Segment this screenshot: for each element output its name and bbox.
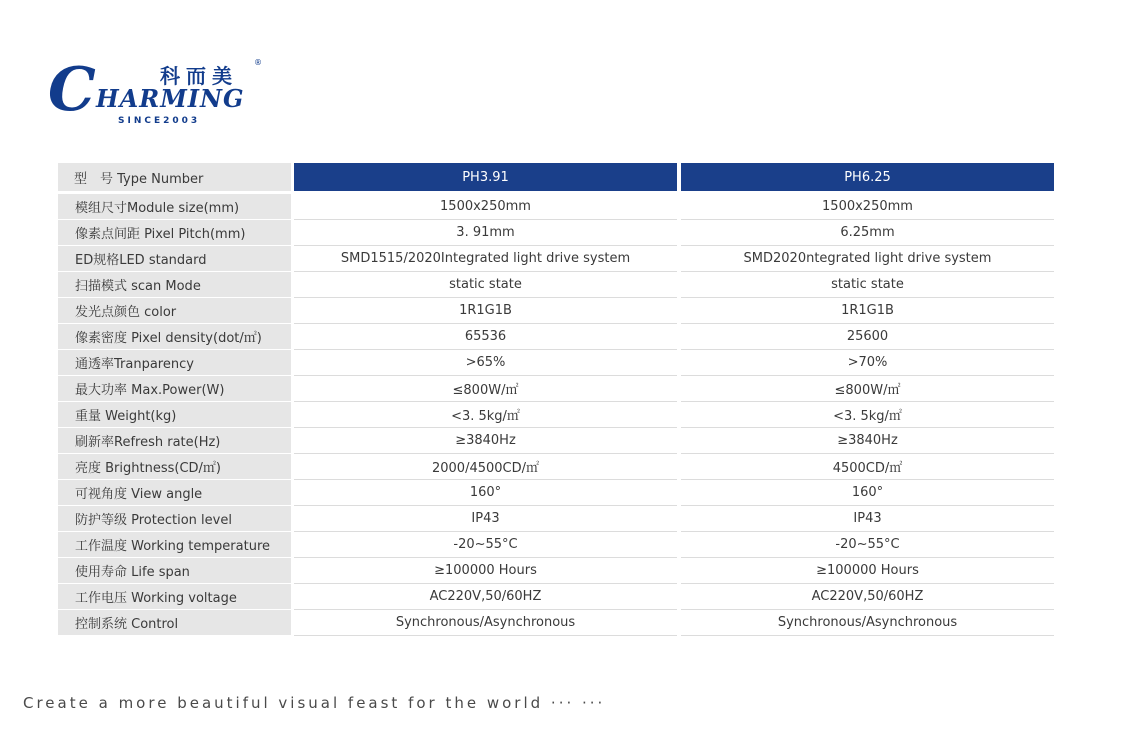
value-ph625-cell: AC220V,50/60HZ [681,584,1054,610]
value-ph391-cell: IP43 [294,506,677,532]
spec-label-cell: 扫描模式 scan Mode [58,272,291,298]
value-ph625-cell: ≤800W/㎡ [681,376,1054,402]
table-row [58,193,1054,220]
table-row [58,454,1054,480]
logo-chinese-name: 科而美 [160,64,238,88]
value-ph625-cell: SMD2020ntegrated light drive system [681,246,1054,272]
value-ph391-cell: >65% [294,350,677,376]
value-ph391-cell: static state [294,272,677,298]
spec-label-cell: 控制系统 Control [58,610,291,636]
value-ph625-cell: 25600 [681,324,1054,350]
value-ph391-cell: SMD1515/2020Integrated light drive system [294,246,677,272]
table-row [58,402,1054,428]
value-ph625-cell: -20~55°C [681,532,1054,558]
table-row [58,376,1054,402]
spec-label-cell: 最大功率 Max.Power(W) [58,376,291,402]
value-ph625-cell: ≥3840Hz [681,428,1054,454]
table-row [58,298,1054,324]
value-ph625-cell: ≥100000 Hours [681,558,1054,584]
value-ph391-cell: 1500x250mm [294,193,677,220]
value-ph625-cell: 1R1G1B [681,298,1054,324]
header-label-cell: 型 号 Type Number [58,163,291,193]
table-row [58,324,1054,350]
table-row [58,246,1054,272]
value-ph391-cell: 2000/4500CD/㎡ [294,454,677,480]
value-ph391-cell: ≥3840Hz [294,428,677,454]
value-ph625-cell: IP43 [681,506,1054,532]
value-ph625-cell: static state [681,272,1054,298]
value-ph625-cell: Synchronous/Asynchronous [681,610,1054,636]
spec-label-cell: 像素点间距 Pixel Pitch(mm) [58,220,291,246]
table-row [58,350,1054,376]
table-row [58,558,1054,584]
spec-label-cell: 工作电压 Working voltage [58,584,291,610]
spec-label-cell: 防护等级 Protection level [58,506,291,532]
spec-label-cell: 可视角度 View angle [58,480,291,506]
spec-label-cell: 模组尺寸Module size(mm) [58,193,291,220]
value-ph391-cell: -20~55°C [294,532,677,558]
spec-label-cell: 刷新率Refresh rate(Hz) [58,428,291,454]
slogan: Create a more beautiful visual feast for the world ··· ··· [23,694,606,712]
value-ph625-cell: <3. 5kg/㎡ [681,402,1054,428]
value-ph391-cell: 160° [294,480,677,506]
table-row [58,584,1054,610]
table-row [58,220,1054,246]
spec-label-cell: 重量 Weight(kg) [58,402,291,428]
charming-logo [48,55,263,130]
table-row [58,532,1054,558]
logo-wordmark: HARMING [96,84,245,113]
logo-letter-c: C [48,55,96,125]
value-ph625-cell: 1500x250mm [681,193,1054,220]
spec-label-cell: 亮度 Brightness(CD/㎡) [58,454,291,480]
spec-label-cell: 像素密度 Pixel density(dot/㎡) [58,324,291,350]
header-model-ph625: PH6.25 [681,163,1054,193]
spec-table [58,163,1054,636]
table-row [58,428,1054,454]
value-ph391-cell: 65536 [294,324,677,350]
value-ph625-cell: >70% [681,350,1054,376]
value-ph391-cell: AC220V,50/60HZ [294,584,677,610]
value-ph391-cell: ≥100000 Hours [294,558,677,584]
spec-label-cell: 发光点颜色 color [58,298,291,324]
value-ph391-cell: <3. 5kg/㎡ [294,402,677,428]
value-ph391-cell: 1R1G1B [294,298,677,324]
value-ph391-cell: ≤800W/㎡ [294,376,677,402]
spec-label-cell: 工作温度 Working temperature [58,532,291,558]
table-row [58,506,1054,532]
table-row [58,610,1054,636]
value-ph391-cell: Synchronous/Asynchronous [294,610,677,636]
table-header-row [58,163,1054,193]
header-model-ph391: PH3.91 [294,163,677,193]
spec-label-cell: 使用寿命 Life span [58,558,291,584]
value-ph625-cell: 4500CD/㎡ [681,454,1054,480]
value-ph625-cell: 160° [681,480,1054,506]
value-ph625-cell: 6.25mm [681,220,1054,246]
registered-mark: ® [254,58,262,67]
table-row [58,272,1054,298]
spec-label-cell: ED规格LED standard [58,246,291,272]
spec-label-cell: 通透率Tranparency [58,350,291,376]
table-row [58,480,1054,506]
value-ph391-cell: 3. 91mm [294,220,677,246]
logo-since: SINCE2003 [118,116,201,126]
